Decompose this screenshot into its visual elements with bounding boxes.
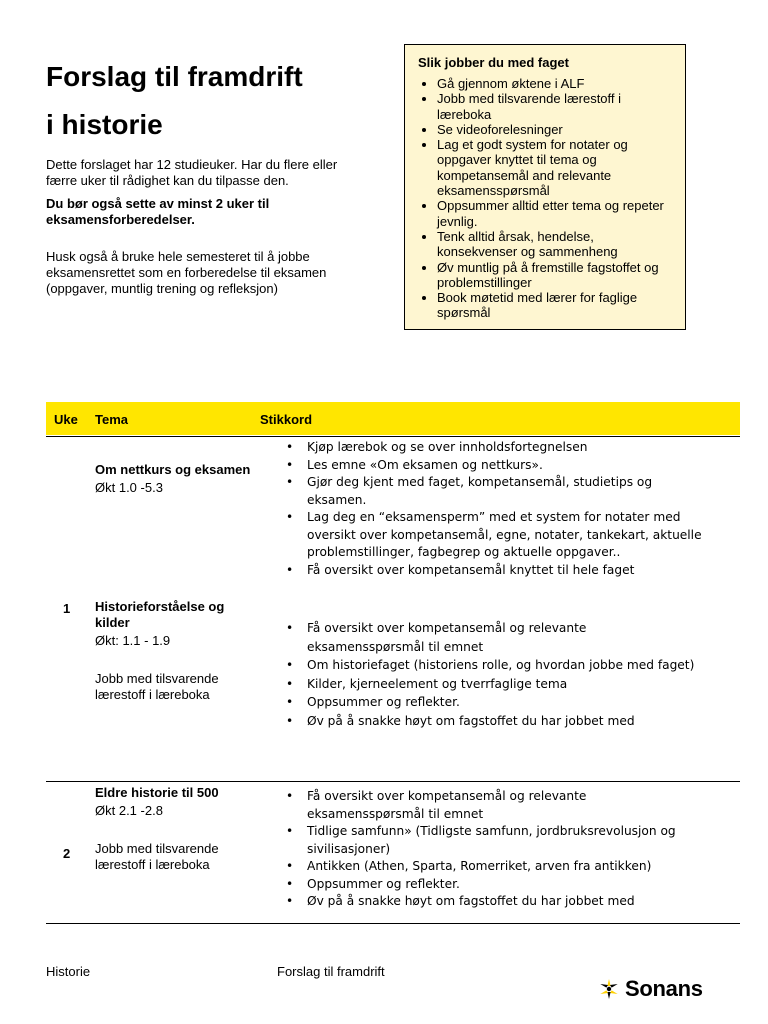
week-number: 2 bbox=[63, 846, 71, 861]
topic-cell bbox=[95, 462, 255, 496]
keyword-item: • Kjøp lærebok og se over innholdsfortegnelsen bbox=[286, 439, 706, 457]
keyword-item: • Gjør deg kjent med faget, kompetansemål, studietips og eksamen. bbox=[286, 474, 706, 509]
topic-sessions: Økt 1.0 -5.3 bbox=[95, 480, 163, 495]
topic-cell bbox=[95, 599, 255, 703]
tips-list-item: • Lag et godt system for notater og oppgaver knyttet til tema og kompetansemål and relevante eksamensspørsmål bbox=[437, 137, 673, 198]
tips-list-item: • Oppsummer alltid etter tema og repeter jevnlig. bbox=[437, 198, 673, 229]
intro-bold-paragraph: Du bør også sette av minst 2 uker til eksamensforberedelser. bbox=[46, 196, 270, 227]
keyword-item: • Få oversikt over kompetansemål og relevante eksamensspørsmål til emnet bbox=[286, 619, 706, 656]
tips-list-item: • Jobb med tilsvarende lærestoff i læreboka bbox=[437, 91, 673, 122]
topic-title: Eldre historie til 500 bbox=[95, 785, 219, 800]
tips-list-item: • Gå gjennom øktene i ALF bbox=[437, 76, 673, 91]
intro-paragraph: Dette forslaget har 12 studieuker. Har du flere eller færre uker til rådighet kan du tilpasse den. bbox=[46, 157, 338, 188]
keyword-item: • Oppsummer og reflekter. bbox=[286, 693, 706, 712]
keyword-item: • Tidlige samfunn» (Tidligste samfunn, jordbruksrevolusjon og sivilisasjoner) bbox=[286, 823, 706, 858]
sonans-logo bbox=[597, 976, 703, 1002]
tips-box bbox=[404, 44, 686, 330]
topic-sessions: Økt: 1.1 - 1.9 bbox=[95, 633, 171, 648]
keyword-list bbox=[286, 619, 706, 730]
keyword-list bbox=[286, 439, 706, 579]
tips-list-item: • Tenk alltid årsak, hendelse, konsekvenser og sammenheng bbox=[437, 229, 673, 260]
keyword-item: • Om historiefaget (historiens rolle, og hvordan jobbe med faget) bbox=[286, 656, 706, 675]
keyword-item: • Antikken (Athen, Sparta, Romerriket, arven fra antikken) bbox=[286, 858, 706, 876]
topic-note: Jobb med tilsvarende lærestoff i læreboka bbox=[95, 841, 219, 872]
tips-list bbox=[418, 76, 673, 321]
keyword-item: • Øv på å snakke høyt om fagstoffet du har jobbet med bbox=[286, 893, 706, 911]
table-divider bbox=[46, 781, 740, 782]
keyword-item: • Les emne «Om eksamen og nettkurs». bbox=[286, 457, 706, 475]
topic-title: Historieforståelse og kilder bbox=[95, 599, 225, 630]
page-title-line2: i historie bbox=[46, 109, 163, 140]
topic-cell bbox=[95, 785, 255, 873]
keyword-item: • Få oversikt over kompetansemål knyttet til hele faget bbox=[286, 562, 706, 580]
sonans-logo-text: Sonans bbox=[625, 976, 703, 1001]
table-divider bbox=[46, 923, 740, 924]
week-number: 1 bbox=[63, 601, 71, 616]
tips-list-item: • Se videoforelesninger bbox=[437, 122, 673, 137]
keyword-list bbox=[286, 788, 706, 911]
intro-reminder-paragraph: Husk også å bruke hele semesteret til å jobbe eksamensrettet som en forberedelse til eksamen (oppgaver, muntlig trening og refleksjon) bbox=[46, 249, 327, 296]
topic-sessions: Økt 2.1 -2.8 bbox=[95, 803, 163, 818]
table-header bbox=[46, 402, 740, 435]
footer-subject: Historie bbox=[46, 964, 91, 979]
topic-note: Jobb med tilsvarende lærestoff i læreboka bbox=[95, 671, 219, 702]
footer-doc-title: Forslag til framdrift bbox=[277, 964, 385, 979]
keyword-item: • Oppsummer og reflekter. bbox=[286, 876, 706, 894]
keyword-item: • Få oversikt over kompetansemål og relevante eksamensspørsmål til emnet bbox=[286, 788, 706, 823]
tips-list-item: • Book møtetid med lærer for faglige spørsmål bbox=[437, 290, 673, 321]
column-header-tema: Tema bbox=[95, 412, 128, 427]
tips-box-title: Slik jobber du med faget bbox=[418, 55, 569, 70]
sonans-burst-icon bbox=[597, 977, 621, 1001]
keyword-item: • Kilder, kjerneelement og tverrfaglige tema bbox=[286, 675, 706, 694]
tips-list-item: • Øv muntlig på å fremstille fagstoffet og problemstillinger bbox=[437, 260, 673, 291]
column-header-stikkord: Stikkord bbox=[260, 412, 313, 427]
table-divider bbox=[46, 436, 740, 437]
keyword-item: • Lag deg en “eksamensperm” med et system for notater med oversikt over kompetansemål, egne, notater, tankekart, aktuelle problemstillinger, fagbegrep og aktuelle oppgaver.. bbox=[286, 509, 706, 562]
topic-title: Om nettkurs og eksamen bbox=[95, 462, 251, 477]
page-title: Forslag til framdrift bbox=[46, 61, 303, 92]
column-header-uke: Uke bbox=[54, 412, 78, 427]
keyword-item: • Øv på å snakke høyt om fagstoffet du har jobbet med bbox=[286, 712, 706, 731]
